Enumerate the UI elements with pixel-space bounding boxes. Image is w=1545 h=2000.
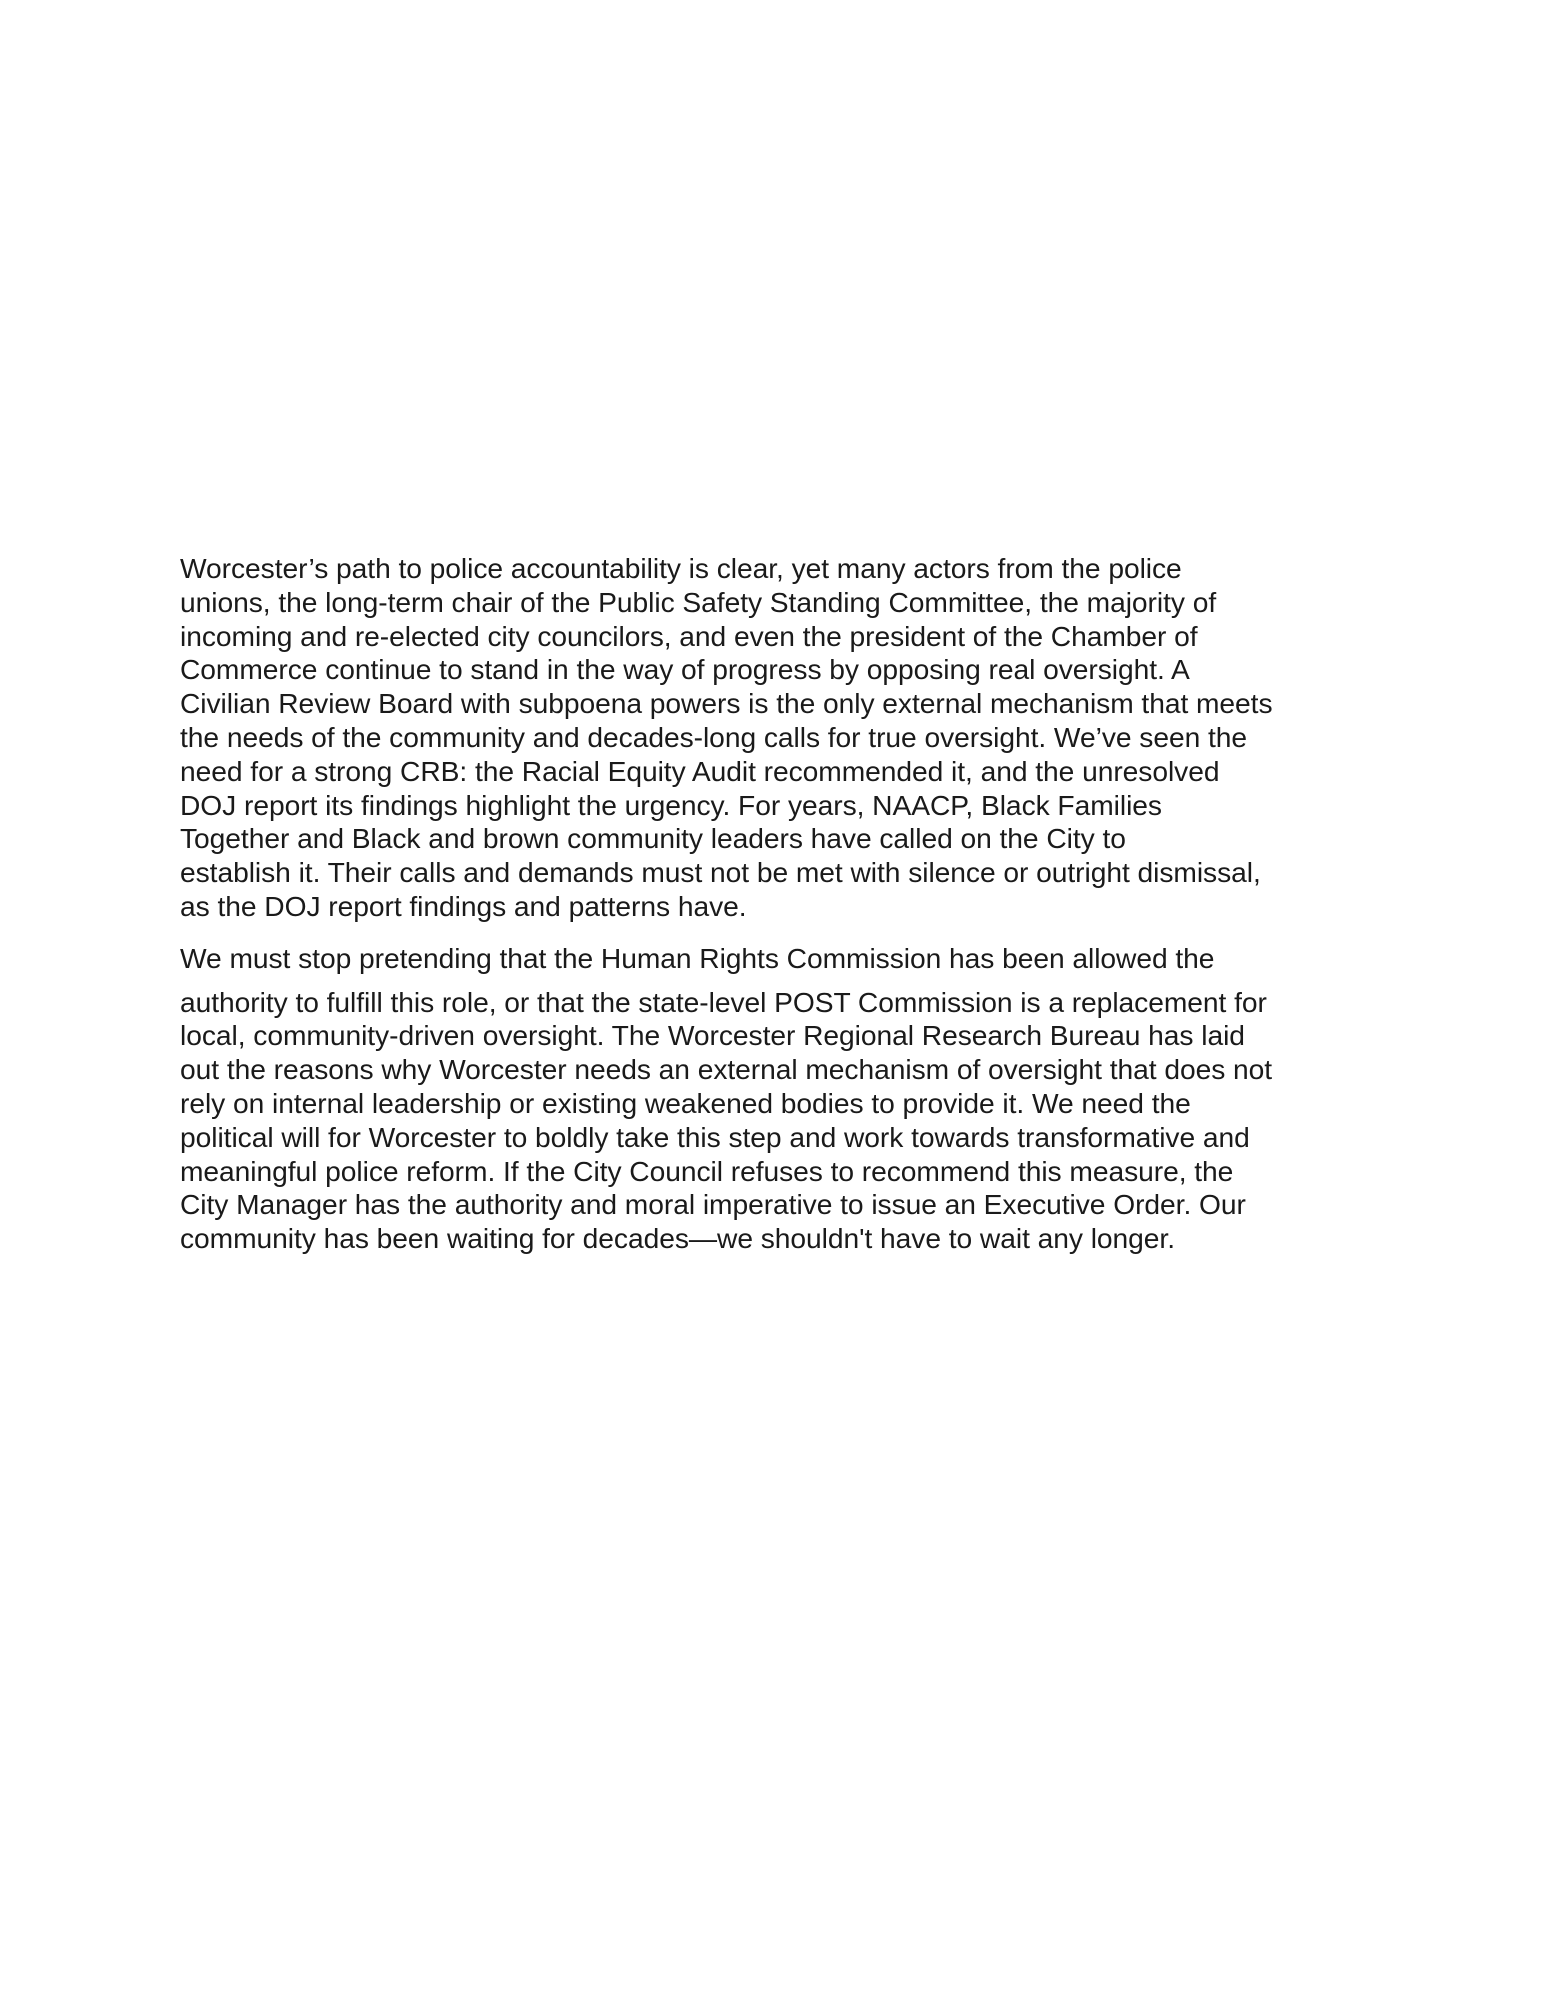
paragraph-line: Worcester’s path to police accountability is clear, yet many actors from the police [180, 552, 1182, 584]
paragraph-line: political will for Worcester to boldly take this step and work towards transformative and [180, 1120, 1250, 1153]
document-body [180, 552, 1370, 1256]
line-spacer [180, 976, 1370, 986]
paragraph-line: We must stop pretending that the Human Rights Commission has been allowed the [180, 941, 1215, 974]
paragraph-line: authority to fulfill this role, or that the state-level POST Commission is a replacement for [180, 985, 1267, 1018]
paragraph-line: as the DOJ report findings and patterns have. [180, 889, 747, 922]
paragraph-2 [180, 942, 1370, 1256]
paragraph-line: Together and Black and brown community leaders have called on the City to [180, 822, 1126, 855]
paragraph-line: community has been waiting for decades—we shouldn't have to wait any longer. [180, 1222, 1175, 1255]
paragraph-line: DOJ report its findings highlight the urgency. For years, NAACP, Black Families [180, 788, 1162, 821]
paragraph-line: local, community-driven oversight. The Worcester Regional Research Bureau has laid [180, 1019, 1245, 1052]
paragraph-line: establish it. Their calls and demands must not be met with silence or outright dismissal, [180, 856, 1261, 889]
paragraph-line: rely on internal leadership or existing weakened bodies to provide it. We need the [180, 1086, 1191, 1119]
paragraph-line: need for a strong CRB: the Racial Equity Audit recommended it, and the unresolved [180, 754, 1220, 787]
paragraph-line: unions, the long-term chair of the Public Safety Standing Committee, the majority of [180, 585, 1217, 618]
paragraph-line: out the reasons why Worcester needs an external mechanism of oversight that does not [180, 1053, 1273, 1086]
paragraph-line: Commerce continue to stand in the way of progress by opposing real oversight. A [180, 653, 1190, 686]
paragraph-1 [180, 552, 1370, 924]
paragraph-line: the needs of the community and decades-long calls for true oversight. We’ve seen the [180, 720, 1248, 753]
paragraph-line: incoming and re-elected city councilors, and even the president of the Chamber of [180, 619, 1198, 652]
paragraph-line: meaningful police reform. If the City Council refuses to recommend this measure, the [180, 1154, 1234, 1187]
paragraph-line: Civilian Review Board with subpoena powers is the only external mechanism that meets [180, 687, 1273, 720]
paragraph-line: City Manager has the authority and moral imperative to issue an Executive Order. Our [180, 1188, 1246, 1221]
